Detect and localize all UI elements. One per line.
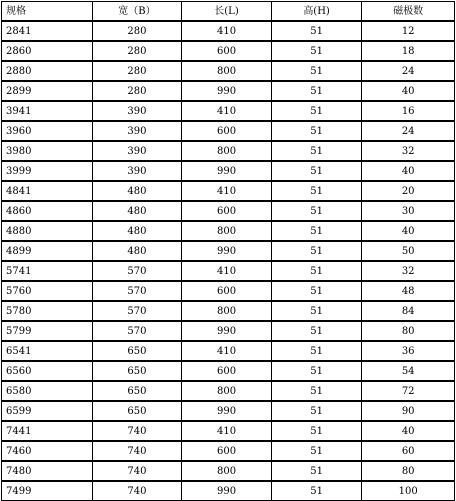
header-row	[2, 1, 454, 21]
spec-cell: 5760	[2, 281, 93, 301]
length-cell: 800	[182, 301, 272, 321]
table-row	[2, 81, 454, 101]
width-cell: 740	[93, 441, 183, 461]
length-cell: 600	[182, 201, 272, 221]
width-cell: 280	[93, 81, 183, 101]
table-row	[2, 201, 454, 221]
table-row	[2, 221, 454, 241]
height-cell: 51	[272, 121, 363, 141]
width-cell: 740	[93, 461, 183, 481]
length-cell: 990	[182, 401, 272, 421]
width-cell: 570	[93, 261, 183, 281]
width-cell: 570	[93, 281, 183, 301]
spec-cell: 4860	[2, 201, 93, 221]
poles-cell: 36	[362, 341, 454, 361]
length-cell: 410	[182, 421, 272, 441]
table-row	[2, 361, 454, 381]
length-cell: 600	[182, 281, 272, 301]
width-cell: 480	[93, 201, 183, 221]
poles-cell: 50	[362, 241, 454, 261]
poles-cell: 32	[362, 141, 454, 161]
length-cell: 410	[182, 101, 272, 121]
table-row	[2, 461, 454, 481]
poles-cell: 100	[362, 481, 454, 501]
height-cell: 51	[272, 301, 363, 321]
length-cell: 800	[182, 61, 272, 81]
spec-cell: 6580	[2, 381, 93, 401]
table-row	[2, 21, 454, 41]
height-cell: 51	[272, 461, 363, 481]
width-cell: 280	[93, 21, 183, 41]
poles-cell: 84	[362, 301, 454, 321]
spec-cell: 4841	[2, 181, 93, 201]
width-cell: 480	[93, 221, 183, 241]
height-cell: 51	[272, 181, 363, 201]
height-cell: 51	[272, 21, 363, 41]
height-cell: 51	[272, 41, 363, 61]
length-cell: 800	[182, 381, 272, 401]
header-cell-spec: 规格	[2, 1, 93, 21]
length-cell: 600	[182, 121, 272, 141]
spec-cell: 7441	[2, 421, 93, 441]
spec-table	[1, 1, 455, 501]
table-row	[2, 281, 454, 301]
width-cell: 280	[93, 61, 183, 81]
poles-cell: 72	[362, 381, 454, 401]
height-cell: 51	[272, 261, 363, 281]
spec-cell: 2899	[2, 81, 93, 101]
table-row	[2, 341, 454, 361]
width-cell: 740	[93, 421, 183, 441]
poles-cell: 40	[362, 421, 454, 441]
spec-cell: 4899	[2, 241, 93, 261]
poles-cell: 32	[362, 261, 454, 281]
length-cell: 600	[182, 441, 272, 461]
height-cell: 51	[272, 481, 363, 501]
poles-cell: 40	[362, 81, 454, 101]
height-cell: 51	[272, 101, 363, 121]
spec-cell: 7460	[2, 441, 93, 461]
width-cell: 650	[93, 361, 183, 381]
length-cell: 800	[182, 141, 272, 161]
width-cell: 570	[93, 301, 183, 321]
length-cell: 990	[182, 481, 272, 501]
spec-cell: 5780	[2, 301, 93, 321]
height-cell: 51	[272, 341, 363, 361]
table-row	[2, 401, 454, 421]
poles-cell: 20	[362, 181, 454, 201]
spec-cell: 5741	[2, 261, 93, 281]
height-cell: 51	[272, 381, 363, 401]
spec-cell: 2880	[2, 61, 93, 81]
poles-cell: 54	[362, 361, 454, 381]
table-row	[2, 101, 454, 121]
width-cell: 740	[93, 481, 183, 501]
poles-cell: 40	[362, 221, 454, 241]
height-cell: 51	[272, 321, 363, 341]
height-cell: 51	[272, 441, 363, 461]
spec-cell: 3941	[2, 101, 93, 121]
spec-cell: 2841	[2, 21, 93, 41]
height-cell: 51	[272, 161, 363, 181]
header-cell-poles: 磁极数	[362, 1, 454, 21]
length-cell: 800	[182, 221, 272, 241]
spec-cell: 3999	[2, 161, 93, 181]
header-cell-height: 高(H)	[272, 1, 363, 21]
height-cell: 51	[272, 421, 363, 441]
table-row	[2, 261, 454, 281]
poles-cell: 40	[362, 161, 454, 181]
poles-cell: 80	[362, 461, 454, 481]
spec-cell: 7499	[2, 481, 93, 501]
height-cell: 51	[272, 401, 363, 421]
spec-cell: 5799	[2, 321, 93, 341]
table-row	[2, 441, 454, 461]
header-cell-width: 宽（B）	[93, 1, 183, 21]
width-cell: 480	[93, 241, 183, 261]
width-cell: 390	[93, 141, 183, 161]
table-row	[2, 181, 454, 201]
table-row	[2, 301, 454, 321]
height-cell: 51	[272, 81, 363, 101]
width-cell: 650	[93, 381, 183, 401]
width-cell: 650	[93, 341, 183, 361]
table-row	[2, 141, 454, 161]
height-cell: 51	[272, 241, 363, 261]
spec-cell: 6599	[2, 401, 93, 421]
length-cell: 410	[182, 21, 272, 41]
width-cell: 570	[93, 321, 183, 341]
table-row	[2, 421, 454, 441]
width-cell: 650	[93, 401, 183, 421]
table-row	[2, 41, 454, 61]
spec-cell: 3980	[2, 141, 93, 161]
poles-cell: 18	[362, 41, 454, 61]
length-cell: 990	[182, 321, 272, 341]
table-row	[2, 241, 454, 261]
length-cell: 800	[182, 461, 272, 481]
height-cell: 51	[272, 61, 363, 81]
table-row	[2, 381, 454, 401]
spec-cell: 7480	[2, 461, 93, 481]
table-row	[2, 161, 454, 181]
height-cell: 51	[272, 221, 363, 241]
width-cell: 390	[93, 121, 183, 141]
height-cell: 51	[272, 201, 363, 221]
length-cell: 410	[182, 341, 272, 361]
header-cell-length: 长(L)	[182, 1, 272, 21]
spec-cell: 6541	[2, 341, 93, 361]
width-cell: 390	[93, 161, 183, 181]
table-row	[2, 61, 454, 81]
poles-cell: 80	[362, 321, 454, 341]
length-cell: 990	[182, 241, 272, 261]
poles-cell: 90	[362, 401, 454, 421]
width-cell: 480	[93, 181, 183, 201]
table-row	[2, 121, 454, 141]
spec-cell: 3960	[2, 121, 93, 141]
height-cell: 51	[272, 361, 363, 381]
poles-cell: 60	[362, 441, 454, 461]
spec-cell: 4880	[2, 221, 93, 241]
poles-cell: 48	[362, 281, 454, 301]
width-cell: 280	[93, 41, 183, 61]
length-cell: 990	[182, 161, 272, 181]
table-row	[2, 321, 454, 341]
poles-cell: 24	[362, 121, 454, 141]
poles-cell: 24	[362, 61, 454, 81]
width-cell: 390	[93, 101, 183, 121]
length-cell: 990	[182, 81, 272, 101]
height-cell: 51	[272, 281, 363, 301]
poles-cell: 12	[362, 21, 454, 41]
length-cell: 600	[182, 41, 272, 61]
table-body	[2, 21, 454, 501]
length-cell: 410	[182, 261, 272, 281]
height-cell: 51	[272, 141, 363, 161]
table-row	[2, 481, 454, 501]
spec-cell: 6560	[2, 361, 93, 381]
poles-cell: 16	[362, 101, 454, 121]
spec-cell: 2860	[2, 41, 93, 61]
poles-cell: 30	[362, 201, 454, 221]
length-cell: 600	[182, 361, 272, 381]
length-cell: 410	[182, 181, 272, 201]
